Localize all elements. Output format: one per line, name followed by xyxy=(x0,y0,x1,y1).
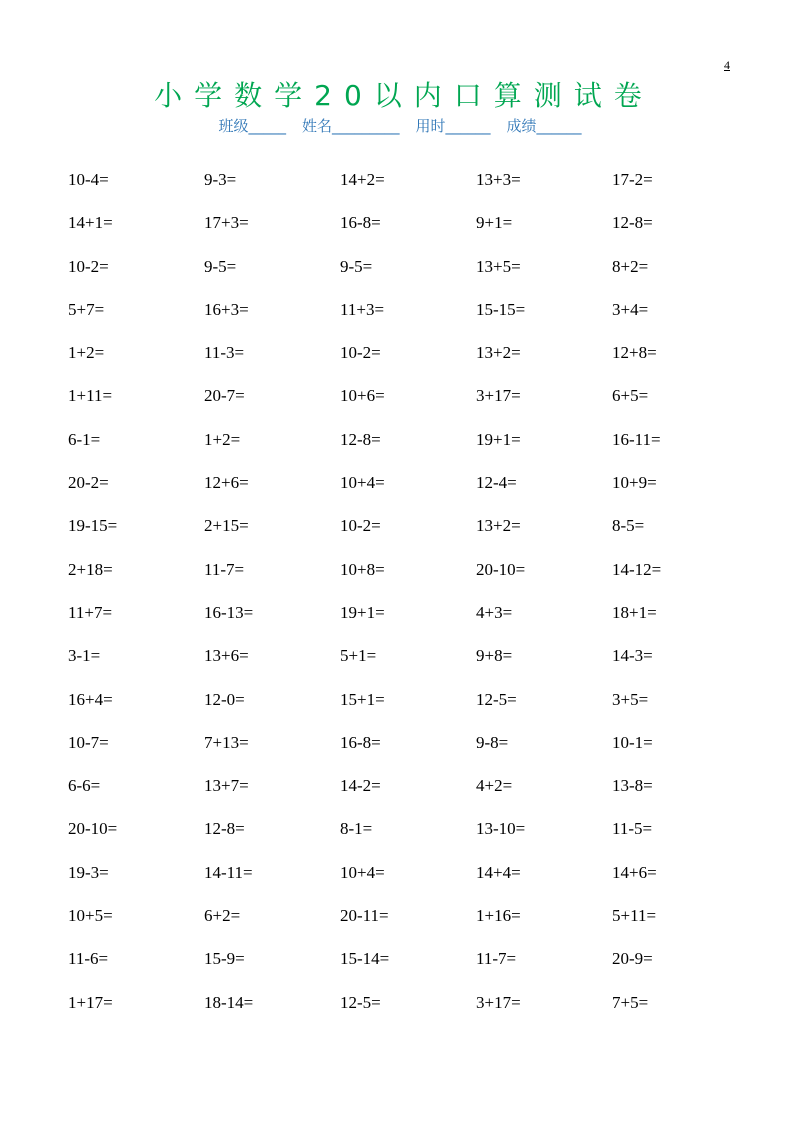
problem-cell: 5+11= xyxy=(612,906,657,926)
problem-cell: 16-8= xyxy=(340,213,381,233)
score-field: 成绩______ xyxy=(506,117,582,135)
problem-cell: 3+5= xyxy=(612,689,649,709)
problem-cell: 15-15= xyxy=(476,299,526,319)
problem-cell: 13+3= xyxy=(476,170,521,189)
problem-cell: 11+3= xyxy=(340,299,385,319)
problem-cell: 11-7= xyxy=(476,949,517,969)
problem-cell: 1+17= xyxy=(68,992,113,1012)
problem-cell: 16+4= xyxy=(68,689,113,709)
problem-cell: 11-6= xyxy=(68,949,109,969)
problem-cell: 5+1= xyxy=(340,646,377,666)
problem-cell: 1+2= xyxy=(204,429,241,449)
problem-cell: 9+8= xyxy=(476,646,513,666)
problem-cell: 2+18= xyxy=(68,559,113,579)
problem-cell: 12-8= xyxy=(204,819,245,839)
problem-cell: 2+15= xyxy=(204,516,249,536)
problem-cell: 10-2= xyxy=(340,343,381,363)
problem-cell: 8-5= xyxy=(612,516,645,536)
problem-cell: 5+7= xyxy=(68,299,105,319)
problem-cell: 19+1= xyxy=(340,602,385,622)
problem-cell: 14-11= xyxy=(204,862,253,882)
problem-cell: 1+11= xyxy=(68,386,113,406)
problem-cell: 13+7= xyxy=(204,776,249,796)
problem-cell: 3-1= xyxy=(68,646,101,666)
problem-cell: 12-5= xyxy=(340,992,381,1012)
problem-cell: 10-2= xyxy=(340,516,381,536)
problem-cell: 16+3= xyxy=(204,299,249,319)
problem-cell: 20-9= xyxy=(612,949,653,969)
problem-cell: 10-4= xyxy=(68,170,109,189)
problem-cell: 14+2= xyxy=(340,170,385,189)
problem-cell: 6-1= xyxy=(68,429,101,449)
problem-cell: 12-0= xyxy=(204,689,245,709)
name-field: 姓名_________ xyxy=(301,117,400,135)
problem-cell: 12+6= xyxy=(204,473,249,493)
problem-cell: 19+1= xyxy=(476,429,521,449)
problem-cell: 14+4= xyxy=(476,862,521,882)
problem-cell: 3+17= xyxy=(476,386,521,406)
problem-cell: 20-11= xyxy=(340,906,389,926)
problem-cell: 6+2= xyxy=(204,906,241,926)
problem-cell: 10+4= xyxy=(340,862,385,882)
problem-cell: 13+2= xyxy=(476,516,521,536)
problem-cell: 10+8= xyxy=(340,559,385,579)
problem-cell: 13-10= xyxy=(476,819,526,839)
problem-cell: 17+3= xyxy=(204,213,249,233)
problem-grid xyxy=(68,168,748,1034)
problem-cell: 18+1= xyxy=(612,602,657,622)
problem-cell: 11-3= xyxy=(204,343,245,363)
problem-cell: 17-2= xyxy=(612,170,653,189)
problem-cell: 14-12= xyxy=(612,559,662,579)
problem-cell: 7+5= xyxy=(612,992,649,1012)
problem-cell: 10+6= xyxy=(340,386,385,406)
problem-cell: 14+6= xyxy=(612,862,657,882)
problem-cell: 8-1= xyxy=(340,819,373,839)
problem-cell: 14-3= xyxy=(612,646,653,666)
problem-cell: 9-5= xyxy=(340,256,373,276)
problem-cell: 13-8= xyxy=(612,776,653,796)
problem-cell: 13+2= xyxy=(476,343,521,363)
problem-cell: 12-8= xyxy=(340,429,381,449)
problem-cell: 20-10= xyxy=(476,559,526,579)
problem-cell: 9+1= xyxy=(476,213,513,233)
problem-cell: 16-8= xyxy=(340,732,381,752)
problem-cell: 10+4= xyxy=(340,473,385,493)
problem-cell: 16-11= xyxy=(612,429,661,449)
problem-cell: 14+1= xyxy=(68,213,113,233)
problem-cell: 13+5= xyxy=(476,256,521,276)
problem-cell: 9-3= xyxy=(204,170,237,189)
problem-cell: 1+16= xyxy=(476,906,521,926)
page-number: 4 xyxy=(724,58,730,72)
problem-cell: 20-7= xyxy=(204,386,245,406)
problem-cell: 15+1= xyxy=(340,689,385,709)
problem-cell: 3+4= xyxy=(612,299,649,319)
page-title: 小学数学20以内口算测试卷 xyxy=(154,79,654,112)
time-field: 用时______ xyxy=(415,117,491,135)
problem-cell: 3+17= xyxy=(476,992,521,1012)
problem-cell: 9-8= xyxy=(476,732,509,752)
problem-cell: 6-6= xyxy=(68,776,101,796)
problem-cell: 12-8= xyxy=(612,213,653,233)
problem-cell: 10-7= xyxy=(68,732,109,752)
problem-cell: 10-1= xyxy=(612,732,653,752)
problem-cell: 11-5= xyxy=(612,819,653,839)
student-info-line xyxy=(0,116,800,136)
problem-cell: 10+5= xyxy=(68,906,113,926)
problem-cell: 16-13= xyxy=(204,602,254,622)
problem-cell: 15-14= xyxy=(340,949,390,969)
problem-cell: 18-14= xyxy=(204,992,254,1012)
problem-cell: 10-2= xyxy=(68,256,109,276)
problem-cell: 8+2= xyxy=(612,256,649,276)
problem-cell: 12-4= xyxy=(476,473,517,493)
problem-cell: 12-5= xyxy=(476,689,517,709)
problem-cell: 6+5= xyxy=(612,386,649,406)
problem-cell: 1+2= xyxy=(68,343,105,363)
problem-cell: 11+7= xyxy=(68,602,113,622)
problem-cell: 10+9= xyxy=(612,473,657,493)
problem-cell: 4+3= xyxy=(476,602,513,622)
problem-cell: 19-15= xyxy=(68,516,118,536)
problem-cell: 7+13= xyxy=(204,732,249,752)
problem-cell: 4+2= xyxy=(476,776,513,796)
problem-cell: 12+8= xyxy=(612,343,657,363)
class-field: 班级_____ xyxy=(218,117,286,135)
problem-cell: 20-2= xyxy=(68,473,109,493)
problem-cell: 14-2= xyxy=(340,776,381,796)
problem-cell: 15-9= xyxy=(204,949,245,969)
problem-cell: 19-3= xyxy=(68,862,109,882)
problem-cell: 11-7= xyxy=(204,559,245,579)
problem-cell: 9-5= xyxy=(204,256,237,276)
problem-cell: 13+6= xyxy=(204,646,249,666)
problem-cell: 20-10= xyxy=(68,819,118,839)
